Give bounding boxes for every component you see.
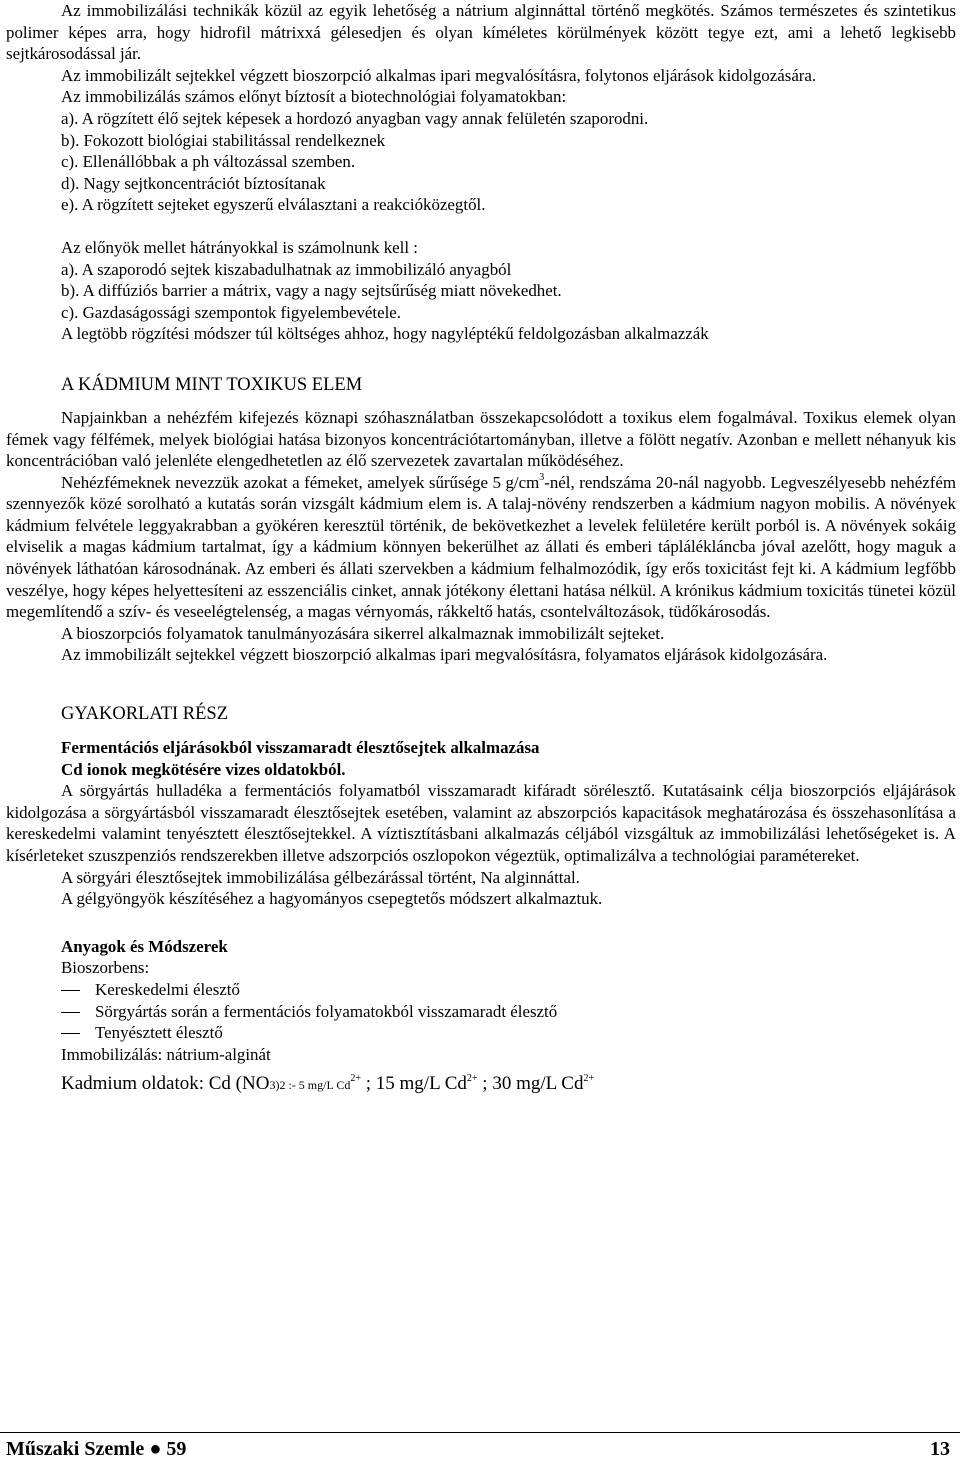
cadmium-solutions-line [6,1071,956,1098]
cadmium-paragraph-2-start: Nehézfémeknek nevezzük azokat a fémeket, amelyek sűrűsége 5 g/cm [61,472,540,492]
cadmium-paragraph-1: Napjainkban a nehézfém kifejezés köznapi szóhasználatban összekapcsolódott a toxikus elem fogalmával. Toxikus elemek olyan fémek vagy félfémek, melyek biológiai hatása bizonyos koncentrációtartományban, illetve a fölött negatív. Azonban e mellett néhanyuk kis koncentrációban való jelenléte elengedhetetlen az élő szervezetek zavartalan működéséhez. [6,407,956,471]
advantage-item: a). A rögzített élő sejtek képesek a hordozó anyagban vagy annak felületén szaporodni. [61,108,649,128]
biosorbent-label: Bioszorbens: [61,958,150,978]
intro-paragraph-3: Az immobilizálás számos előnyt bíztosít a biotechnológiai folyamatokban: [61,87,567,107]
charge-superscript: 2+ [583,1073,595,1085]
nitrate-subscript: 3 [269,1078,276,1093]
disadvantages-intro: Az előnyök mellet hátrányokkal is számolnunk kell : [61,237,418,257]
density-unit-exponent: 3 [539,471,545,483]
practical-paragraph-2: A sörgyári élesztősejtek immobilizálása gélbezárással történt, Na alginnáttal. [61,867,580,887]
advantage-item: b). Fokozott biológiai stabilitással rendelkeznek [61,130,386,150]
cadmium-paragraph-3: A bioszorpciós folyamatok tanulmányozására sikerrel alkalmaznak immobilizált sejteket. [61,623,665,643]
disadvantage-item: c). Gazdaságossági szempontok figyelembevétele. [61,302,402,322]
materials-heading: Anyagok és Módszerek [61,936,228,956]
issue-number: 59 [166,1438,187,1460]
intro-paragraph-1: Az immobilizálási technikák közül az egyik lehetőség a nátrium alginnáttal történő megkötés. Számos természetes és szintetikus polimer képes arra, hogy hidrofil mátrixxá gélesedjen és olyan kíméletes körülmények között tegye ezt, ami a lehető legkisebb sejtkárosodással jár. [6,1,956,64]
disadvantage-item: A legtöbb rögzítési módszer túl költséges ahhoz, hogy nagyléptékű feldolgozásban alkalmazzák [61,324,709,344]
advantage-item: d). Nagy sejtkoncentrációt bíztosítanak [61,173,326,193]
practical-subtitle-1: Fermentációs eljárásokból visszamaradt élesztősejtek alkalmazása [61,738,540,758]
advantage-item: c). Ellenállóbbak a ph változással szemben. [61,152,356,172]
disadvantage-item: a). A szaporodó sejtek kiszabadulhatnak az immobilizáló anyagból [61,259,512,279]
biosorbent-item: Tenyésztett élesztő [6,1022,956,1044]
cadmium-conc-1: )2 :- 5 mg/L Cd [275,1078,351,1093]
disadvantage-item: b). A diffúziós barrier a mátrix, vagy a nagy sejtsűrűség miatt növekedhet. [61,281,562,301]
immobilization-line: Immobilizálás: nátrium-alginát [61,1044,271,1064]
bullet-icon: ● [149,1438,162,1460]
practical-paragraph-3: A gélgyöngyök készítéséhez a hagyományos csepegtetős módszert alkalmaztuk. [61,889,603,909]
cadmium-paragraph-2-rest: -nél, rendszáma 20-nál nagyobb. Legveszélyesebb nehézfém szennyezők közé sorolható a kutatás során vizsgált kádmium elem is. A talaj-növény rendszerben a kádmium nagyon mobilis. A növények kádmium felvétele leggyakrabban a gyökéren keresztül történik, de bekövetkezhet a levelek felületére került porból is. A növények sokáig elviselik a magas kádmium tartalmat, így a kádmium könnyen bekerülhet az állati és emberi táplálékláncba jóval azelőtt, hogy maguk a növények láthatóan károsodnának. Az emberi és állati szervekben a kádmium felhalmozódik, így erős toxicitást fejt ki. A kádmium legfőbb veszélye, hogy képes helyettesíteni az esszenciális cinket, annak jótékony élettani hatása nélkül. A krónikus kádmium toxicitás tünetei közül megemlítendő a szív- és veseelégtelenség, a magas vérnyomás, rákkeltő hatás, csontelváltozások, tüdőkárosodás. [6,472,956,622]
journal-title: Műszaki Szemle [6,1438,145,1460]
advantage-item: e). A rögzített sejteket egyszerű elválasztani a reakcióközegtől. [61,195,486,215]
biosorbent-item: Sörgyártás során a fermentációs folyamatokból visszamaradt élesztő [6,1001,956,1023]
biosorbent-item: Kereskedelmi élesztő [6,979,956,1001]
practical-heading: GYAKORLATI RÉSZ [61,704,229,725]
cadmium-solutions-start: Kadmium oldatok: Cd (NO [61,1073,270,1095]
page-number: 13 [930,1438,950,1460]
cadmium-conc-3: ; 30 mg/L Cd [477,1073,584,1095]
cadmium-paragraph-2 [6,472,956,623]
practical-paragraph-1: A sörgyártás hulladéka a fermentációs folyamatból visszamaradt kifáradt sörélesztő. Kutatásaink célja bioszorpciós eljájárások kidolgozása a sörgyártásból visszamaradt élesztősejtek esetében, valamint az abszorpciós kapacitások meghatározása és összehasonlítása a kereskedelmi valamint tenyésztett élesztősejtekkel. A víztisztításbani alkalmazás céljából vizsgáltuk az immobilizálási lehetőségeket is. A kísérleteket szuszpenziós rendszerekben illetve adszorpciós oszlopokon végeztük, optimalizálva a technológiai paramétereket. [6,781,956,865]
cadmium-paragraph-4: Az immobilizált sejtekkel végzett bioszorpció alkalmas ipari megvalósításra, folyamatos eljárások kidolgozására. [61,645,828,665]
charge-superscript: 2+ [350,1073,361,1085]
intro-paragraph-2: Az immobilizált sejtekkel végzett bioszorpció alkalmas ipari megvalósításra, folytonos eljárások kidolgozására. [61,65,817,85]
cadmium-conc-2: ; 15 mg/L Cd [360,1073,467,1095]
cadmium-heading: A KÁDMIUM MINT TOXIKUS ELEM [61,374,363,395]
practical-subtitle-2: Cd ionok megkötésére vizes oldatokból. [61,759,346,779]
footer-rule [0,1432,960,1433]
journal-name [6,1437,186,1461]
charge-superscript: 2+ [466,1073,478,1085]
document-page [6,0,956,1098]
